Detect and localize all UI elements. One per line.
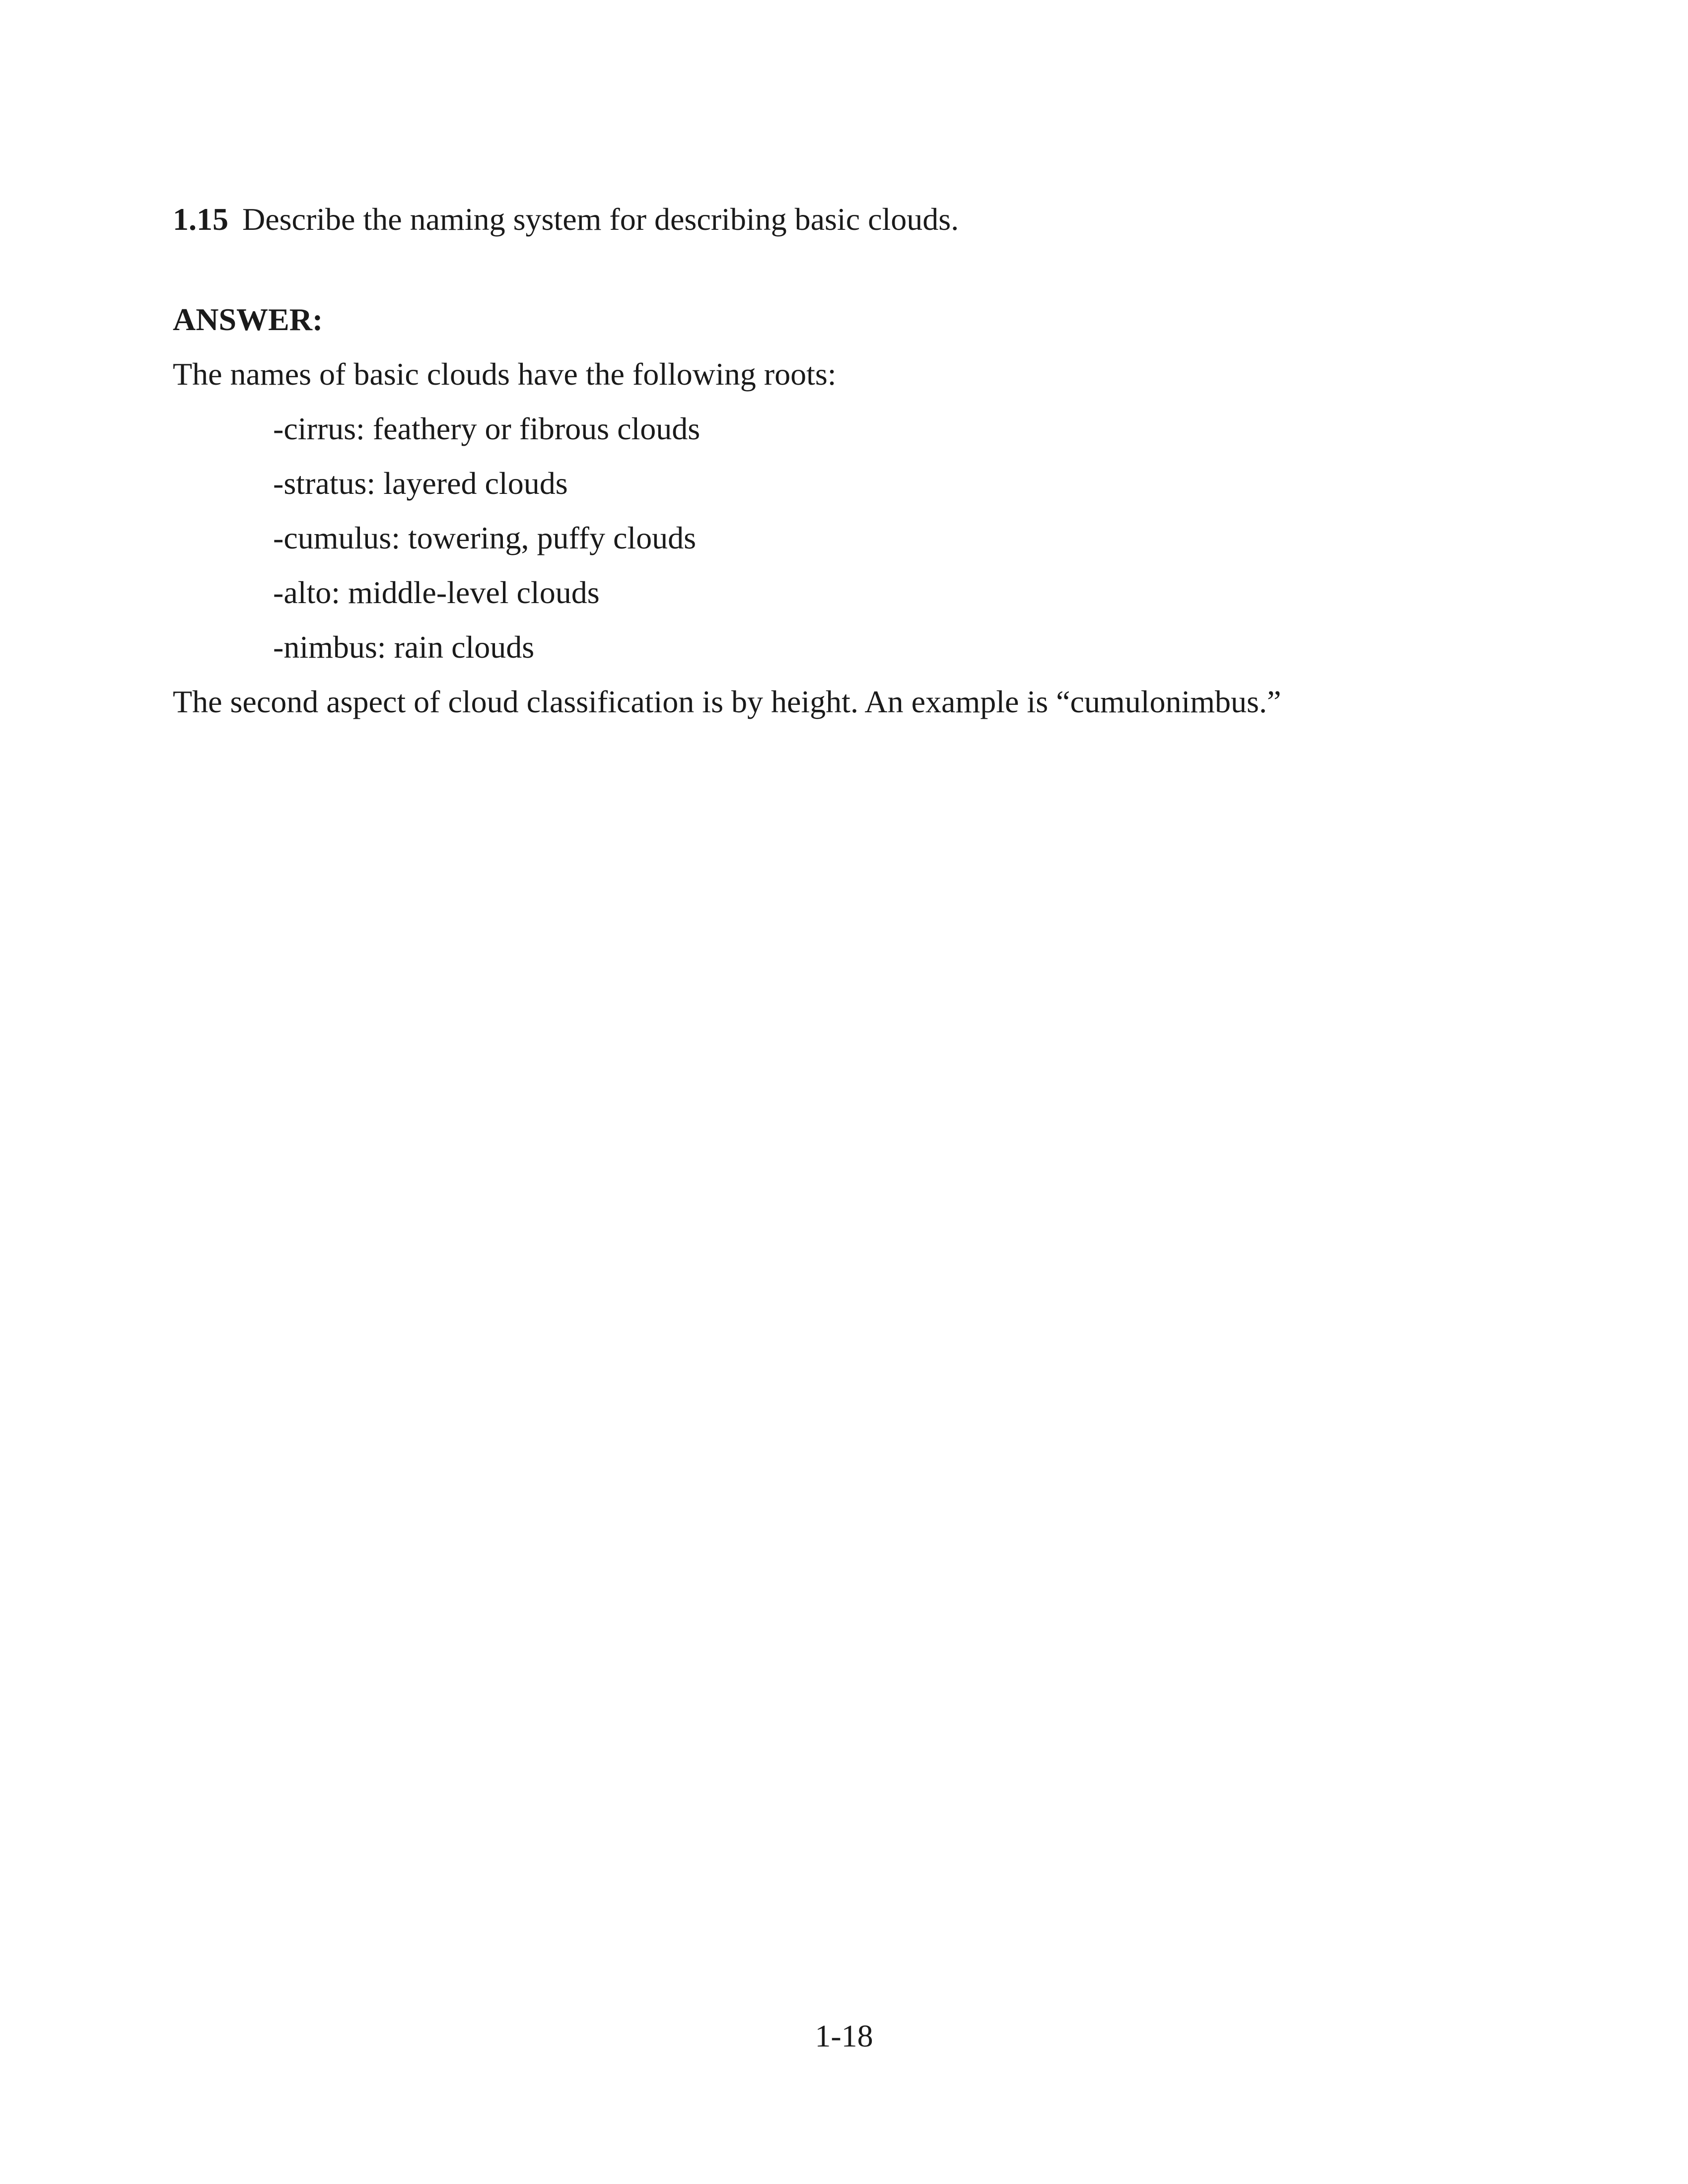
list-item: -cirrus: feathery or fibrous clouds xyxy=(273,411,701,446)
question-number: 1.15 xyxy=(173,202,228,237)
answer-conclusion: The second aspect of cloud classification is by height. An example is “cumulonimbus.” xyxy=(173,684,1281,719)
list-item: -nimbus: rain clouds xyxy=(273,629,535,665)
answer-heading: ANSWER: xyxy=(173,302,323,337)
answer-intro: The names of basic clouds have the following roots: xyxy=(173,356,837,392)
list-item: -cumulus: towering, puffy clouds xyxy=(273,520,697,555)
list-item: -alto: middle-level clouds xyxy=(273,575,600,610)
page-number: 1-18 xyxy=(815,2018,873,2053)
cloud-roots-list xyxy=(273,413,700,686)
list-item: -stratus: layered clouds xyxy=(273,466,568,501)
question xyxy=(173,204,959,235)
question-text: Describe the naming system for describing basic clouds. xyxy=(242,202,959,237)
